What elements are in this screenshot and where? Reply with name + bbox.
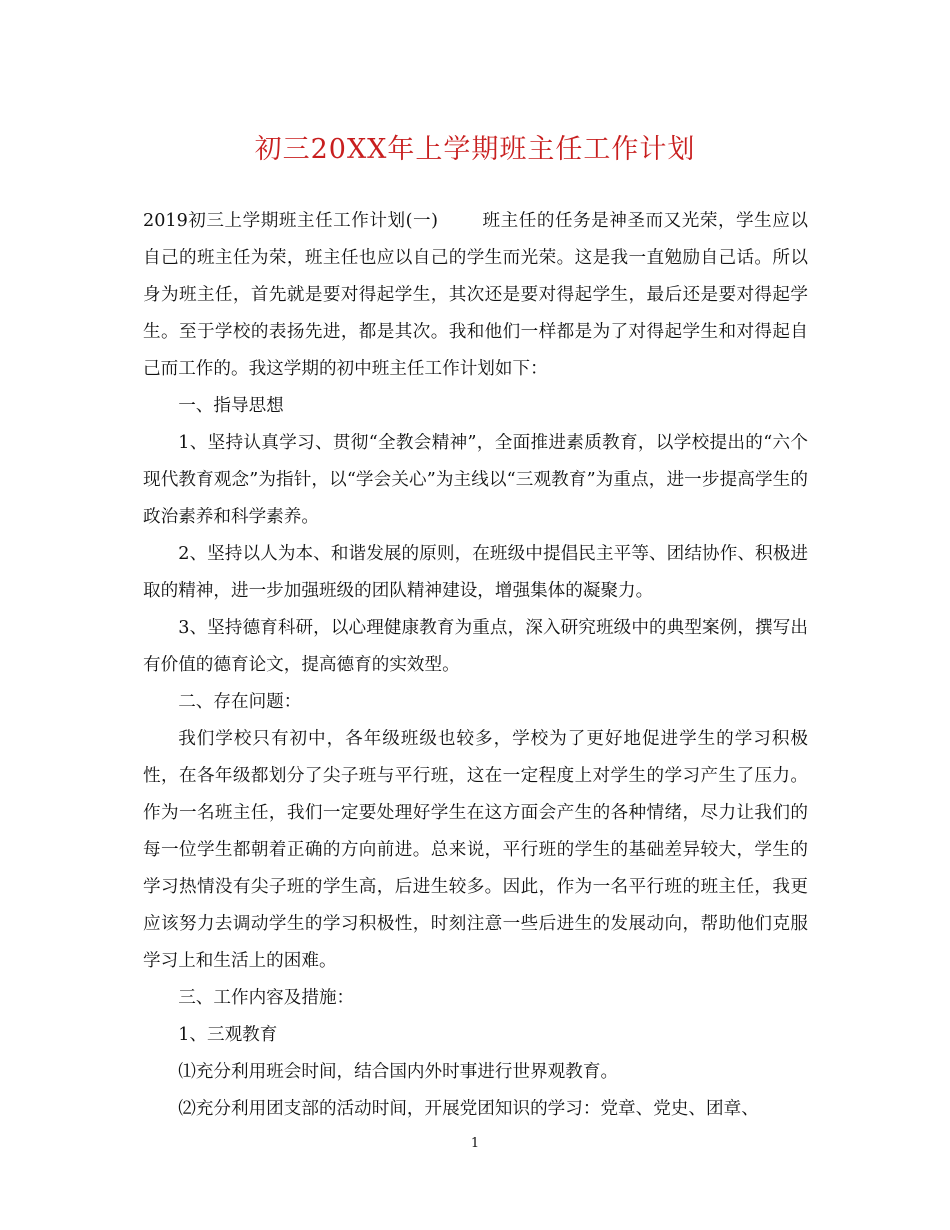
intro-text: 班主任的任务是神圣而又光荣，学生应以自己的班主任为荣，班主任也应以自己的学生而光荣。这是我一直勉励自己话。所以身为班主任，首先就是要对得起学生，其次还是要对得起学生，最后还是要对得起学生。至于学校的表扬先进，都是其次。我和他们一样都是为了对得起学生和对得起自己而工作的。我这学期的初中班主任工作计划如下： (143, 211, 808, 379)
paragraph-item-2: 2、坚持以人为本、和谐发展的原则，在班级中提倡民主平等、团结协作、积极进取的精神，进一步加强班级的团队精神建设，增强集体的凝聚力。 (143, 544, 808, 601)
document-body (143, 203, 808, 1128)
list-item-2: ⑵充分利用团支部的活动时间，开展党团知识的学习：党章、党史、团章、 (178, 1099, 759, 1119)
section-heading-problems: 二、存在问题： (178, 692, 302, 712)
paragraph-item-1: 1、坚持认真学习、贯彻“全教会精神”，全面推进素质教育，以学校提出的“六个现代教育观念”为指针，以“学会关心”为主线以“三观教育”为重点，进一步提高学生的政治素养和科学素养。 (143, 433, 808, 527)
section-heading-measures: 三、工作内容及措施： (178, 988, 355, 1008)
paragraph-problems: 我们学校只有初中，各年级班级也较多，学校为了更好地促进学生的学习积极性，在各年级都划分了尖子班与平行班，这在一定程度上对学生的学习产生了压力。作为一名班主任，我们一定要处理好学生在这方面会产生的各种情绪，尽力让我们的每一位学生都朝着正确的方向前进。总来说，平行班的学生的基础差异较大，学生的学习热情没有尖子班的学生高，后进生较多。因此，作为一名平行班的班主任，我更应该努力去调动学生的学习积极性，时刻注意一些后进生的发展动向，帮助他们克服学习上和生活上的困难。 (143, 729, 808, 971)
list-item-1: ⑴充分利用班会时间，结合国内外时事进行世界观教育。 (178, 1062, 619, 1082)
section-heading-guiding-thought: 一、指导思想 (178, 396, 284, 416)
intro-paragraph (143, 203, 808, 388)
subheading-three-views: 1、三观教育 (178, 1025, 278, 1045)
page-number: 1 (470, 1136, 480, 1151)
paragraph-item-3: 3、坚持德育科研，以心理健康教育为重点，深入研究班级中的典型案例，撰写出有价值的德育论文，提高德育的实效型。 (143, 618, 808, 675)
document-title: 初三20XX年上学期班主任工作计划 (254, 134, 696, 165)
intro-heading: 2019初三上学期班主任工作计划(一) (143, 211, 438, 231)
